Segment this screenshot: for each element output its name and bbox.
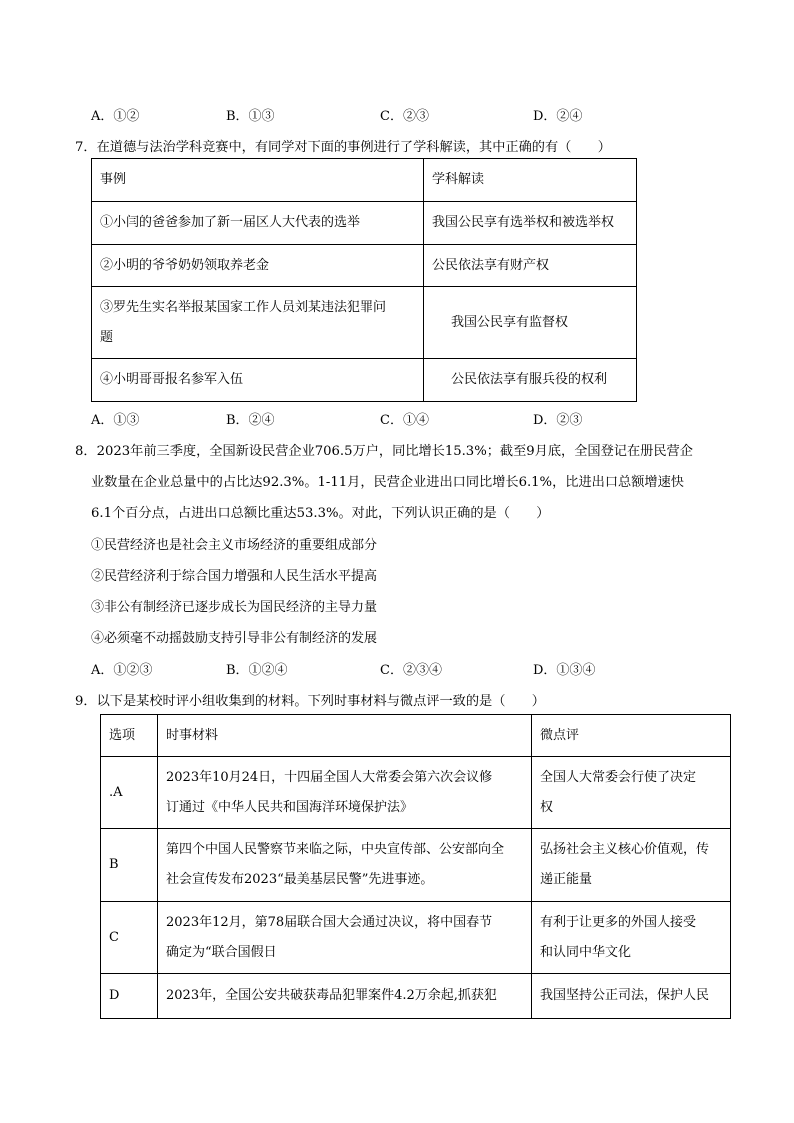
- q8-option-d: D．①③④: [533, 663, 596, 678]
- table-row: [92, 245, 637, 287]
- event-cell: ①小闫的爸爸参加了新一届区人大代表的选举: [92, 202, 424, 245]
- material-line: 确定为“联合国假日: [166, 944, 277, 960]
- reading-cell: 公民依法享有财产权: [424, 245, 637, 287]
- q8-item: ②民营经济利于综合国力增强和人民生活水平提高: [91, 569, 378, 584]
- q8-item: ④必须毫不动摇鼓励支持引导非公有制经济的发展: [91, 631, 378, 646]
- q7-option-a: A．①③: [91, 413, 140, 428]
- q8-item: ③非公有制经济已逐步成长为国民经济的主导力量: [91, 600, 378, 615]
- q8-option-c: C．②③④: [380, 663, 442, 678]
- option-cell: .A: [101, 757, 158, 829]
- event-line: ③罗先生实名举报某国家工作人员刘某违法犯罪问: [100, 299, 387, 315]
- q7-option-b: B．②④: [226, 413, 275, 428]
- header-reading: 学科解读: [424, 159, 637, 202]
- material-line: 订通过《中华人民共和国海洋环境保护法》: [166, 799, 414, 815]
- header-option: 选项: [101, 715, 158, 757]
- comment-line: 全国人大常委会行使了决定: [540, 769, 697, 785]
- comment-line: 有利于让更多的外国人接受: [540, 914, 697, 930]
- q7-option-d: D．②③: [533, 413, 583, 428]
- comment-line: 权: [540, 799, 554, 815]
- table-row: [101, 757, 731, 829]
- comment-line: 递正能量: [540, 872, 593, 887]
- event-cell: [92, 287, 424, 359]
- q9-table: [100, 714, 731, 1019]
- comment-cell: [532, 902, 731, 974]
- comment-line: 弘扬社会主义核心价值观，传: [540, 842, 710, 857]
- comment-line: 和认同中华文化: [540, 944, 632, 960]
- q7-table: [91, 158, 637, 402]
- table-row: [92, 359, 637, 402]
- q6-option-d: D．②④: [533, 109, 583, 124]
- option-cell: B: [101, 829, 158, 902]
- material-line: 2023年12月，第78届联合国大会通过决议，将中国春节: [166, 914, 493, 930]
- material-cell: [158, 902, 532, 974]
- event-cell: ②小明的爷爷奶奶领取养老金: [92, 245, 424, 287]
- q8-stem-line: 8．2023年前三季度，全国新设民营企业706.5万户，同比增长15.3%；截至9月底，全国登记在册民营企: [75, 444, 693, 459]
- material-line: 社会宣传发布2023“最美基层民警”先进事迹。: [166, 872, 434, 887]
- table-row: [92, 202, 637, 245]
- q8-stem-line: 业数量在企业总量中的占比达92.3%。1-11月，民营企业进出口同比增长6.1%，比进出口总额增速快: [91, 475, 684, 490]
- reading-cell: 我国公民享有监督权: [424, 287, 637, 359]
- q8-stem-line: 6.1个百分点，占进出口总额比重达53.3%。对此，下列认识正确的是（ ）: [91, 506, 550, 521]
- reading-cell: 我国公民享有选举权和被选举权: [424, 202, 637, 245]
- material-cell: 2023年，全国公安共破获毒品犯罪案件4.2万余起,抓获犯: [158, 974, 532, 1019]
- option-cell: C: [101, 902, 158, 974]
- material-cell: [158, 757, 532, 829]
- header-material: 时事材料: [158, 715, 532, 757]
- q6-option-a: A．①②: [91, 109, 140, 124]
- comment-cell: 我国坚持公正司法，保护人民: [532, 974, 731, 1019]
- q8-option-a: A．①②③: [91, 663, 153, 678]
- q6-option-b: B．①③: [226, 109, 275, 124]
- table-header-row: [92, 159, 637, 202]
- material-line: 2023年10月24日，十四届全国人大常委会第六次会议修: [166, 769, 493, 785]
- comment-cell: [532, 829, 731, 902]
- q6-option-c: C．②③: [380, 109, 429, 124]
- material-line: 第四个中国人民警察节来临之际，中央宣传部、公安部向全: [166, 842, 505, 857]
- comment-cell: [532, 757, 731, 829]
- table-header-row: [101, 715, 731, 757]
- event-line: 题: [100, 329, 114, 345]
- q7-option-c: C．①④: [380, 413, 429, 428]
- q8-option-b: B．①②④: [226, 663, 288, 678]
- table-row: [101, 974, 731, 1019]
- table-row: [101, 902, 731, 974]
- table-row: [101, 829, 731, 902]
- header-comment: 微点评: [532, 715, 731, 757]
- option-cell: D: [101, 974, 158, 1019]
- q7-stem: 7．在道德与法治学科竞赛中，有同学对下面的事例进行了学科解读，其中正确的有（ ）: [75, 140, 611, 155]
- event-cell: ④小明哥哥报名参军入伍: [92, 359, 424, 402]
- reading-cell: 公民依法享有服兵役的权利: [424, 359, 637, 402]
- q9-stem: 9．以下是某校时评小组收集到的材料。下列时事材料与微点评一致的是（ ）: [75, 694, 545, 709]
- q8-item: ①民营经济也是社会主义市场经济的重要组成部分: [91, 538, 378, 553]
- table-row: [92, 287, 637, 359]
- material-cell: [158, 829, 532, 902]
- header-event: 事例: [92, 159, 424, 202]
